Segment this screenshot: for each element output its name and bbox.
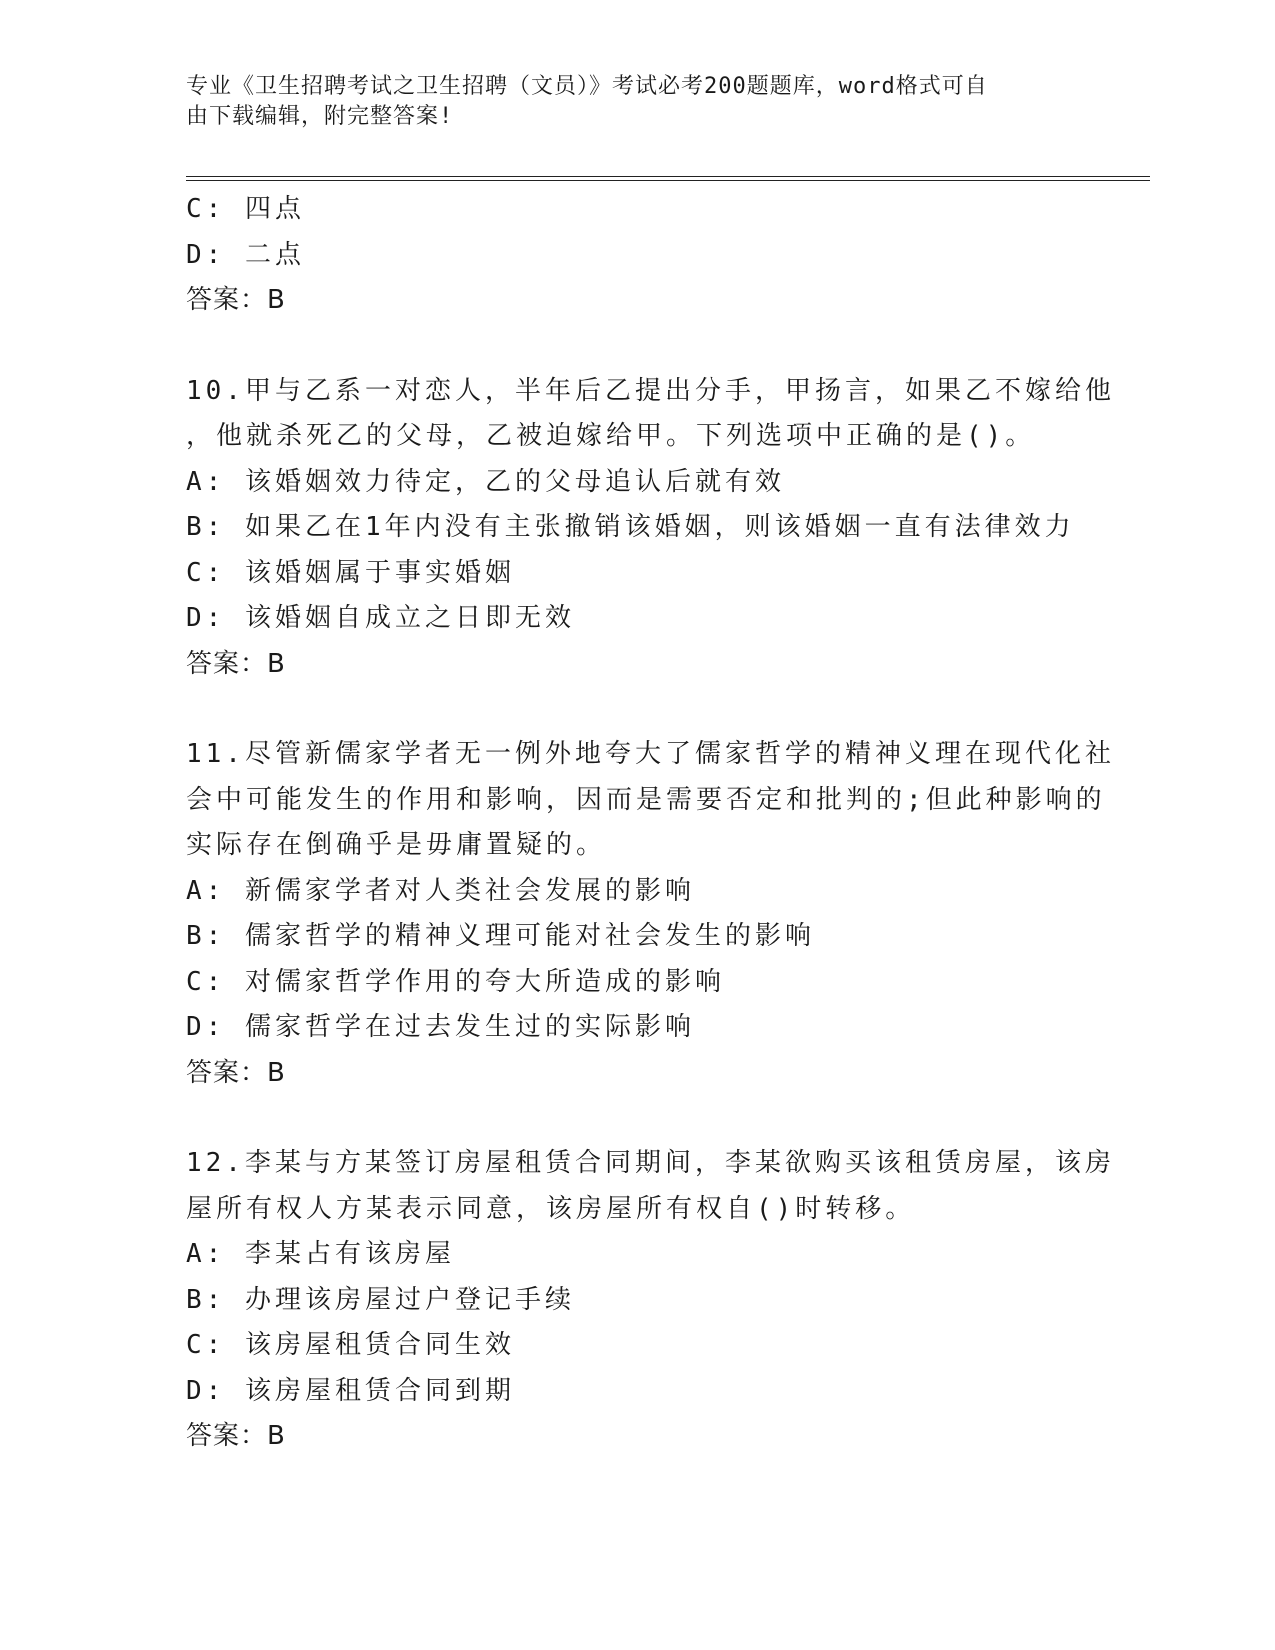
header-divider — [186, 176, 1150, 181]
question-11 — [186, 732, 1115, 1096]
option-d: D: 儒家哲学在过去发生过的实际影响 — [186, 1012, 695, 1042]
answer-line: 答案：B — [186, 1421, 286, 1451]
question-stem-line: 实际存在倒确乎是毋庸置疑的。 — [186, 830, 607, 860]
question-stem-line: 12.李某与方某签订房屋租赁合同期间，李某欲购买该租赁房屋，该房 — [186, 1148, 1115, 1178]
option-b: B: 如果乙在1年内没有主张撤销该婚姻，则该婚姻一直有法律效力 — [186, 512, 1075, 542]
answer-line: 答案：B — [186, 285, 286, 315]
question-10 — [186, 369, 1115, 688]
document-body — [186, 187, 1115, 1460]
option-c: C: 该婚姻属于事实婚姻 — [186, 557, 515, 588]
option-a: A: 新儒家学者对人类社会发展的影响 — [186, 875, 695, 906]
question-stem-line: ，他就杀死乙的父母，乙被迫嫁给甲。下列选项中正确的是()。 — [186, 421, 1036, 451]
question-stem-line: 10.甲与乙系一对恋人，半年后乙提出分手，甲扬言，如果乙不嫁给他 — [186, 375, 1115, 406]
prev-question-block — [186, 187, 1086, 324]
question-stem-line: 会中可能发生的作用和影响，因而是需要否定和批判的;但此种影响的 — [186, 784, 1106, 815]
question-stem-line: 11.尽管新儒家学者无一例外地夸大了儒家哲学的精神义理在现代化社 — [186, 739, 1115, 769]
option-b: B: 办理该房屋过户登记手续 — [186, 1284, 575, 1315]
option-c: C: 四点 — [186, 194, 305, 224]
question-12 — [186, 1141, 1115, 1460]
option-d: D: 二点 — [186, 239, 305, 270]
answer-line: 答案：B — [186, 648, 286, 679]
option-d: D: 该房屋租赁合同到期 — [186, 1375, 515, 1406]
option-d: D: 该婚姻自成立之日即无效 — [186, 603, 575, 633]
option-b: B: 儒家哲学的精神义理可能对社会发生的影响 — [186, 921, 815, 951]
option-a: A: 该婚姻效力待定，乙的父母追认后就有效 — [186, 466, 785, 497]
header-line-2: 由下载编辑，附完整答案! — [186, 104, 454, 129]
document-header — [186, 72, 1066, 132]
question-stem-line: 屋所有权人方某表示同意，该房屋所有权自()时转移。 — [186, 1193, 916, 1224]
answer-line: 答案：B — [186, 1057, 286, 1088]
option-c: C: 该房屋租赁合同生效 — [186, 1330, 515, 1360]
option-a: A: 李某占有该房屋 — [186, 1239, 455, 1269]
header-line-1: 专业《卫生招聘考试之卫生招聘（文员）》考试必考200题题库，word格式可自 — [186, 74, 988, 99]
option-c: C: 对儒家哲学作用的夸大所造成的影响 — [186, 966, 725, 997]
